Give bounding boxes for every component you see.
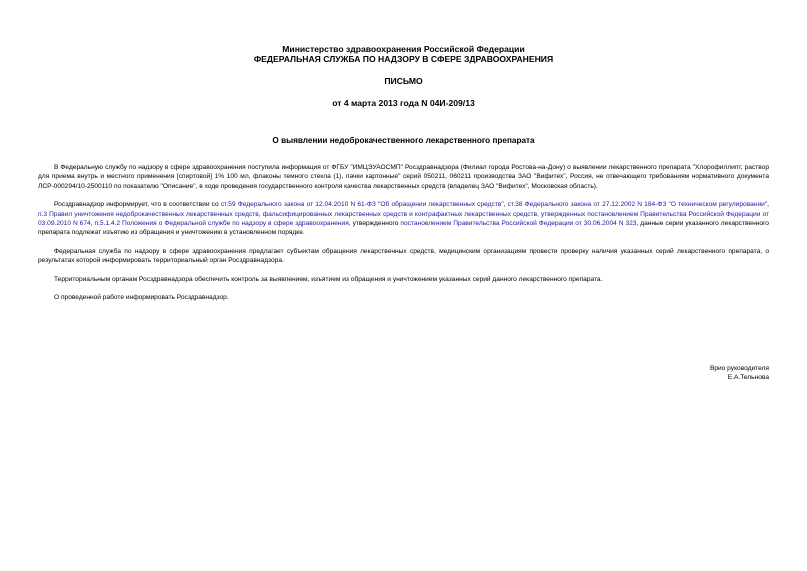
separator-text: , — [767, 201, 769, 209]
regulation-link[interactable]: п.5.1.4.2 Положения о Федеральной службе по надзору в сфере здравоохранения — [94, 220, 349, 228]
paragraph-3: Федеральная служба по надзору в сфере здравоохранения предлагает субъектам обращения лекарственных средств, медицинским организациям провести проверку наличия указанных серий лекарственного препарата, о результатах которой информировать территориальный орган Росздравнадзора. — [38, 247, 769, 265]
separator-text: , — [503, 201, 508, 209]
ministry-name: Министерство здравоохранения Российской Федерации — [282, 44, 525, 54]
paragraph-5: О проведенной работе информировать Росздравнадзор. — [54, 294, 229, 302]
document-type: ПИСЬМО — [384, 76, 423, 86]
resolution-323-link[interactable]: постановлением Правительства Российской Федерации от 30.06.2004 N 323 — [400, 220, 637, 228]
paragraph-2-text-5: , утвержденного — [348, 220, 401, 228]
paragraph-2 — [38, 200, 769, 238]
signatory-name: Е.А.Тельнова — [727, 374, 769, 382]
letter-body — [38, 44, 769, 302]
paragraph-2-text-6: , данные серии указанного лекарственного препарата подлежат изъятию из обращения и уничтожению в установленном порядке. — [38, 220, 769, 237]
paragraph-1: В Федеральную службу по надзору в сфере здравоохранения поступила информация от ФГБУ "ИМЦЭУАОСМП" Росздравнадзора (Филиал города Ростова-на-Дону) о выявлении лекарственного препарата "Хлорофиллипт, раствор для приема внутрь и местного применения [спиртовой] 1% 100 мл, флаконы темного стекла (1), пачки картонные" серий 050211, 060211 производства ЗАО "Вифитех", Россия, не отвечающего требованиям нормативного документа ЛСР-000294/10-2500110 по показателю "Описание", в ходе проведения государственного контроля качества лекарственных средств (владелец ЗАО "Вифитех", Московская область). — [38, 164, 769, 190]
paragraph-2-text-1: Росздравнадзор информирует, что в соответствии со — [54, 201, 221, 209]
separator-text: , — [90, 220, 95, 228]
document-title: О выявлении недоброкачественного лекарственного препарата — [272, 136, 535, 145]
signatory-position: Врио руководителя — [709, 365, 769, 372]
resolution-674-link[interactable]: п.3 Правил уничтожения недоброкачественных лекарственных средств, фальсифицированных лекарственных средств и контрафактных лекарственных средств, утвержденных постановлением Правительства Российской Федерации от 03.09.2010 N 674 — [38, 210, 769, 228]
law-184-fz-link[interactable]: ст.38 Федерального закона от 27.12.2002 N 184-ФЗ "О техническом регулировании" — [507, 201, 768, 209]
document-date-number: от 4 марта 2013 года N 04И-209/13 — [332, 98, 475, 108]
signature-block — [710, 364, 769, 383]
service-name: ФЕДЕРАЛЬНАЯ СЛУЖБА ПО НАДЗОРУ В СФЕРЕ ЗДРАВООХРАНЕНИЯ — [253, 54, 554, 64]
law-61-fz-link[interactable]: ст.59 Федерального закона от 12.04.2010 N 61-ФЗ "Об обращении лекарственных средств" — [220, 201, 504, 209]
paragraph-4: Территориальным органам Росздравнадзора обеспечить контроль за выявлением, изъятием из обращения и уничтожением указанных серий данного лекарственного препарата. — [54, 275, 603, 283]
